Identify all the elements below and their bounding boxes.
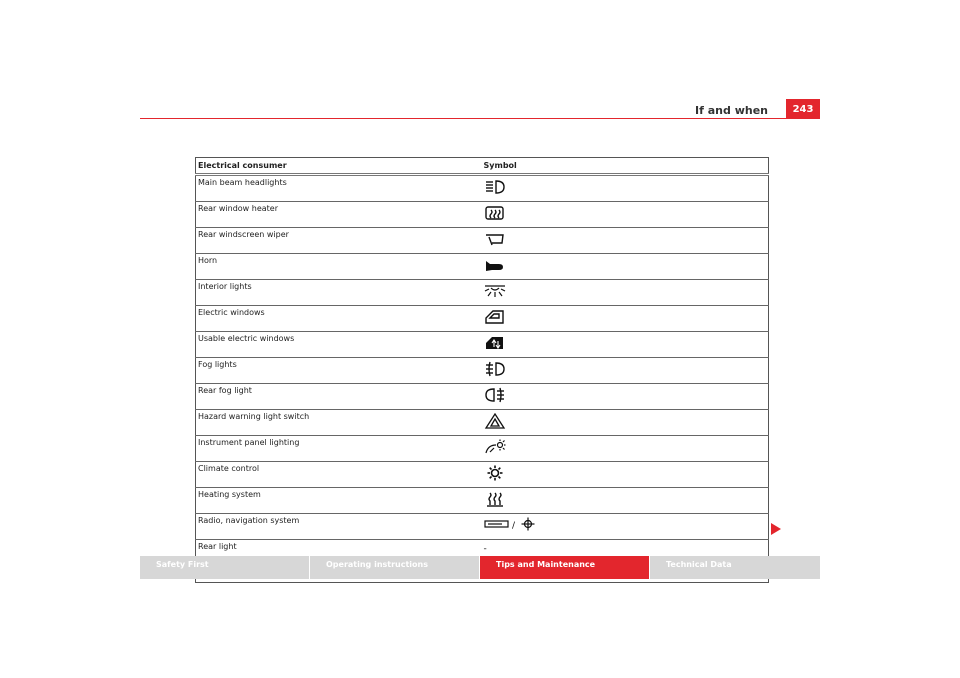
usable-electric-window-icon	[484, 334, 506, 353]
consumer-cell: Instrument panel lighting	[196, 436, 482, 462]
symbol-cell	[482, 202, 769, 228]
symbol-cell	[482, 175, 769, 202]
consumer-cell: Interior lights	[196, 280, 482, 306]
symbol-cell	[482, 540, 769, 557]
rear-fog-light-icon	[484, 386, 506, 405]
symbol-cell	[482, 514, 769, 540]
symbol-cell	[482, 332, 769, 358]
column-header-consumer: Electrical consumer	[196, 158, 482, 175]
tab-safety-first[interactable]: Safety First	[140, 556, 310, 579]
consumer-cell: Electric windows	[196, 306, 482, 332]
electrical-consumer-table	[195, 157, 769, 583]
heating-system-icon	[484, 490, 506, 509]
symbol-text: -	[483, 544, 487, 554]
consumer-cell: Main beam headlights	[196, 175, 482, 202]
symbol-cell	[482, 280, 769, 306]
table-row	[196, 436, 769, 462]
footer-nav	[140, 556, 820, 579]
consumer-cell: Rear fog light	[196, 384, 482, 410]
tab-operating-instructions[interactable]: Operating instructions	[310, 556, 480, 579]
symbol-cell	[482, 306, 769, 332]
table-row	[196, 306, 769, 332]
table-row	[196, 228, 769, 254]
page-number-badge: 243	[786, 99, 820, 118]
symbol-cell	[482, 436, 769, 462]
main-beam-icon	[484, 178, 506, 197]
table-row	[196, 175, 769, 202]
table-header-row	[196, 158, 769, 175]
page-title: If and when	[695, 104, 768, 117]
consumer-cell: Horn	[196, 254, 482, 280]
table-row	[196, 540, 769, 557]
column-header-symbol: Symbol	[482, 158, 769, 175]
rear-wiper-icon	[484, 230, 506, 249]
symbol-cell	[482, 358, 769, 384]
table-row	[196, 202, 769, 228]
tab-tips-and-maintenance[interactable]: Tips and Maintenance	[480, 556, 650, 579]
consumer-cell: Rear light	[196, 540, 482, 557]
next-page-arrow-icon[interactable]	[771, 523, 781, 535]
interior-light-icon	[484, 282, 506, 301]
consumer-cell: Rear window heater	[196, 202, 482, 228]
table-row	[196, 280, 769, 306]
consumer-cell: Fog lights	[196, 358, 482, 384]
fog-light-icon	[484, 360, 506, 379]
tab-technical-data[interactable]: Technical Data	[666, 560, 732, 569]
symbol-cell	[482, 254, 769, 280]
symbol-cell	[482, 228, 769, 254]
table-row	[196, 488, 769, 514]
instrument-lighting-icon	[484, 438, 506, 457]
consumer-cell: Hazard warning light switch	[196, 410, 482, 436]
table-row	[196, 462, 769, 488]
horn-icon	[484, 256, 506, 275]
table-row	[196, 514, 769, 540]
table-row	[196, 410, 769, 436]
rear-window-heater-icon	[484, 204, 506, 223]
table-row	[196, 384, 769, 410]
table-row	[196, 254, 769, 280]
header-divider	[140, 118, 820, 119]
electric-window-icon	[484, 308, 506, 327]
symbol-cell	[482, 410, 769, 436]
consumer-cell: Radio, navigation system	[196, 514, 482, 540]
svg-text:/: /	[511, 521, 515, 531]
consumer-cell: Climate control	[196, 462, 482, 488]
hazard-warning-icon	[484, 412, 506, 431]
climate-control-icon	[484, 464, 506, 483]
symbol-cell	[482, 384, 769, 410]
table-row	[196, 332, 769, 358]
table-row	[196, 358, 769, 384]
radio-navigation-icon	[484, 516, 536, 535]
symbol-cell	[482, 488, 769, 514]
consumer-cell: Usable electric windows	[196, 332, 482, 358]
symbol-cell	[482, 462, 769, 488]
consumer-cell: Heating system	[196, 488, 482, 514]
consumer-cell: Rear windscreen wiper	[196, 228, 482, 254]
